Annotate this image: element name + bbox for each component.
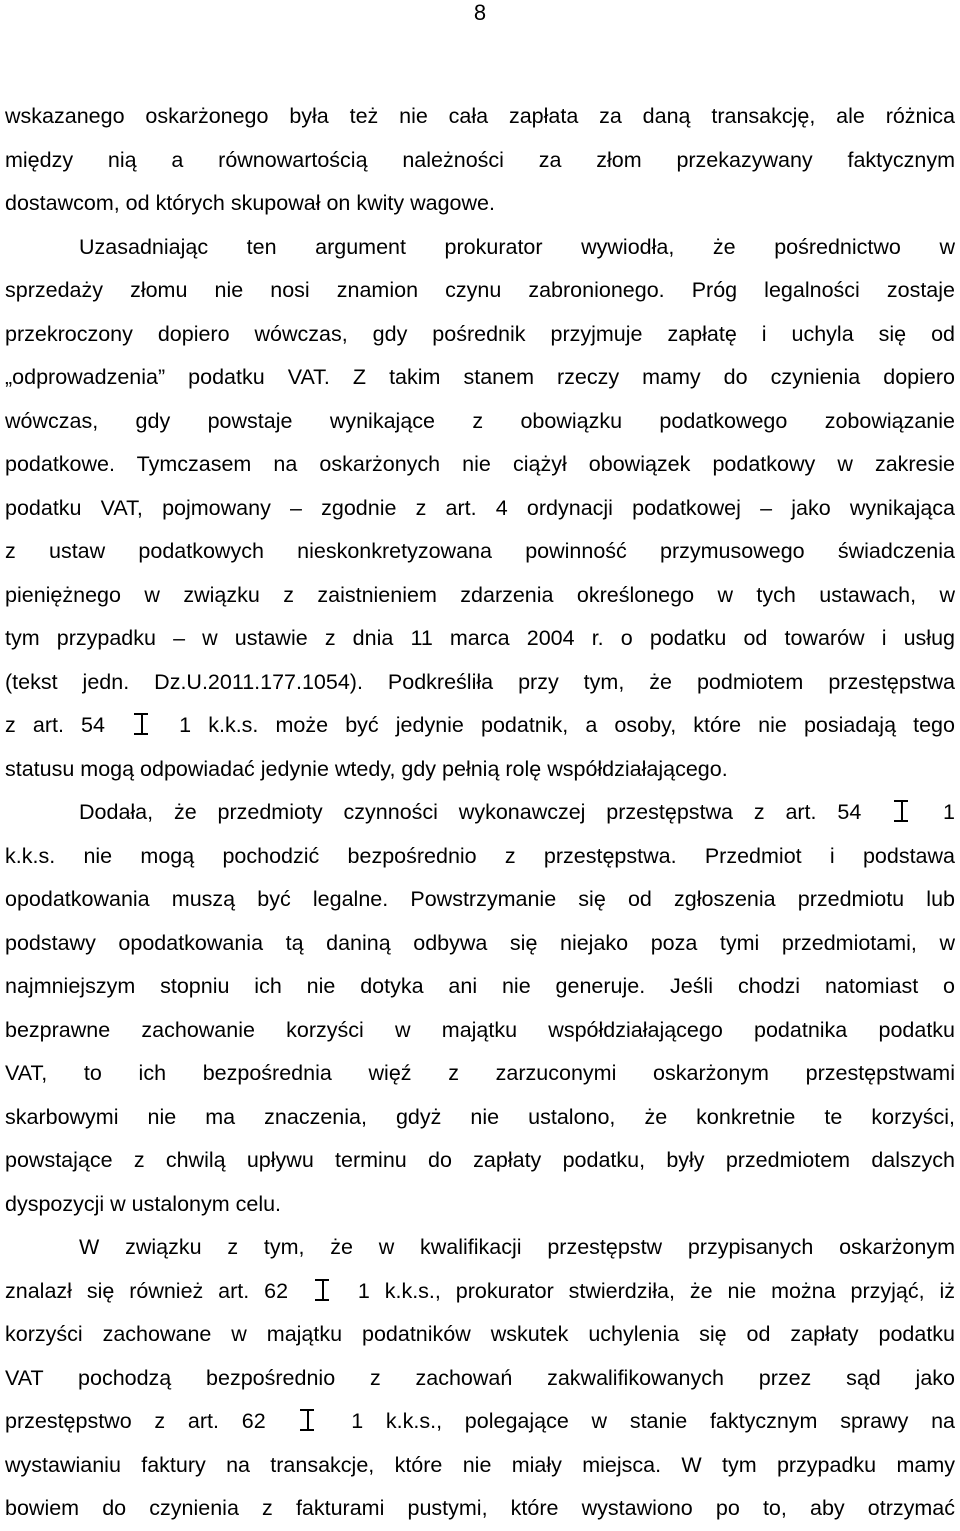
text-line: podatku VAT, pojmowany – zgodnie z art. 4 ordynacji podatkowej – jako wynikająca — [5, 495, 955, 520]
document-body — [5, 95, 955, 1531]
text-line — [5, 704, 955, 748]
text-line: dyspozycji w ustalonym celu. — [5, 1191, 282, 1216]
text-fragment: 1 — [943, 800, 955, 824]
text-fragment: 1 k.k.s., prokurator stwierdziła, że nie można przyjąć, iż — [357, 1278, 955, 1303]
text-line: VAT pochodzą bezpośrednio z zachowań zakwalifikowanych przez sąd jako — [5, 1365, 955, 1390]
text-line: wystawianiu faktury na transakcje, które nie miały miejsca. W tym przypadku mamy — [5, 1452, 955, 1477]
text-line: między nią a równowartością należności za złom przekazywany faktycznym — [5, 147, 955, 172]
paragraph-sign-icon — [288, 1409, 328, 1431]
text-fragment: znalazł się również art. 62 — [5, 1278, 289, 1303]
text-line: bezprawne zachowanie korzyści w majątku współdziałającego podatnika podatku — [5, 1017, 955, 1042]
paragraph-sign-icon — [303, 1279, 343, 1301]
text-line: dostawcom, od których skupował on kwity wagowe. — [5, 191, 495, 215]
text-line: podstawy opodatkowania tą daniną odbywa się niejako poza tymi przedmiotami, w — [5, 930, 955, 955]
text-line — [5, 791, 955, 835]
text-line: pieniężnego w związku z zaistnieniem zdarzenia określonego w tych ustawach, w — [5, 582, 955, 607]
text-fragment: przestępstwo z art. 62 — [5, 1409, 266, 1433]
text-line: opodatkowania muszą być legalne. Powstrzymanie się od zgłoszenia przedmiotu lub — [5, 887, 955, 911]
page-number: 8 — [473, 0, 487, 25]
text-line: bowiem do czynienia z fakturami pustymi, które wystawiono po to, aby otrzymać — [5, 1496, 955, 1520]
text-line: Uzasadniając ten argument prokurator wywiodła, że pośrednictwo w — [79, 234, 955, 259]
text-line: k.k.s. nie mogą pochodzić bezpośrednio z przestępstwa. Przedmiot i podstawa — [5, 843, 955, 868]
text-line: tym przypadku – w ustawie z dnia 11 marca 2004 r. o podatku od towarów i usług — [5, 626, 955, 650]
text-line: przekroczony dopiero wówczas, gdy pośrednik przyjmuje zapłatę i uchyla się od — [5, 321, 955, 346]
text-line: „odprowadzenia” podatku VAT. Z takim stanem rzeczy mamy do czynienia dopiero — [5, 365, 955, 389]
text-line: wówczas, gdy powstaje wynikające z obowiązku podatkowego zobowiązanie — [5, 408, 955, 433]
text-fragment: Dodała, że przedmioty czynności wykonawczej przestępstwa z art. 54 — [79, 800, 862, 824]
text-line: z ustaw podatkowych nieskonkretyzowana powinność przymusowego świadczenia — [5, 539, 955, 563]
text-line: powstające z chwilą upływu terminu do zapłaty podatku, były przedmiotem dalszych — [5, 1148, 955, 1172]
text-line: (tekst jedn. Dz.U.2011.177.1054). Podkreśliła przy tym, że podmiotem przestępstwa — [5, 669, 955, 694]
text-line: statusu mogą odpowiadać jedynie wtedy, gdy pełnią rolę współdziałającego. — [5, 756, 728, 781]
text-line: korzyści zachowane w majątku podatników wskutek uchylenia się od zapłaty podatku — [5, 1322, 955, 1346]
text-line: podatkowe. Tymczasem na oskarżonych nie ciążył obowiązek podatkowy w zakresie — [5, 452, 955, 476]
text-line: najmniejszym stopniu ich nie dotyka ani nie generuje. Jeśli chodzi natomiast o — [5, 974, 955, 998]
text-line: sprzedaży złomu nie nosi znamion czynu zabronionego. Próg legalności zostaje — [5, 278, 955, 302]
text-fragment: z art. 54 — [5, 713, 105, 737]
text-line: skarbowymi nie ma znaczenia, gdyż nie ustalono, że konkretnie te korzyści, — [5, 1104, 955, 1129]
text-line: VAT, to ich bezpośrednia więź z zarzuconymi oskarżonym przestępstwami — [5, 1061, 955, 1085]
text-line — [5, 1270, 955, 1314]
paragraph-sign-icon — [882, 800, 922, 822]
paragraph-sign-icon — [122, 713, 162, 735]
text-fragment: 1 k.k.s., polegające w stanie faktycznym sprawy na — [351, 1409, 955, 1433]
text-fragment: 1 k.k.s. może być jedynie podatnik, a osoby, które nie posiadają tego — [179, 713, 955, 737]
text-line: W związku z tym, że w kwalifikacji przestępstw przypisanych oskarżonym — [79, 1235, 955, 1259]
text-line: wskazanego oskarżonego była też nie cała zapłata za daną transakcję, ale różnica — [5, 104, 955, 128]
text-line — [5, 1400, 955, 1444]
